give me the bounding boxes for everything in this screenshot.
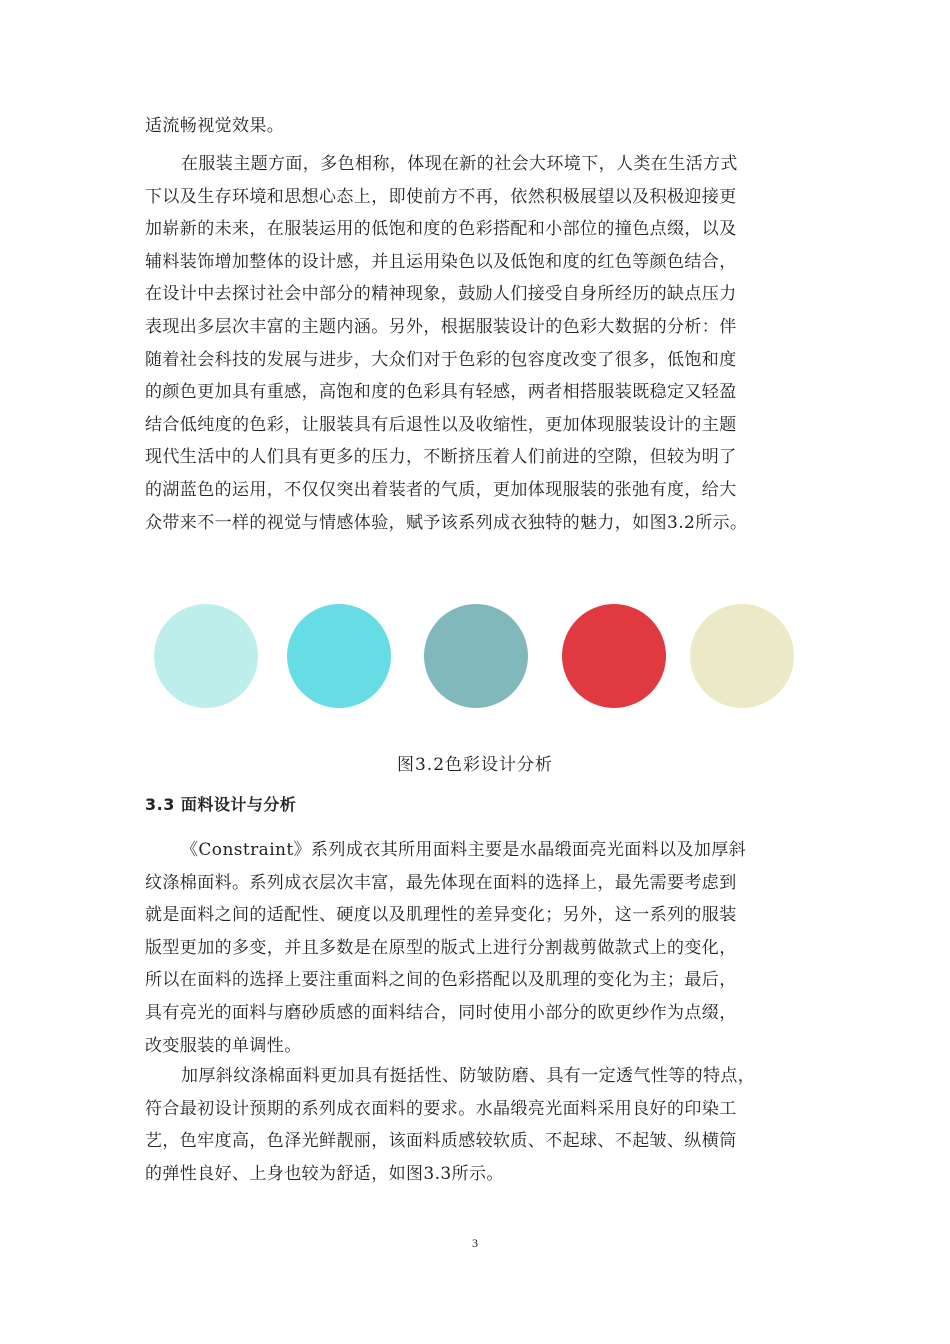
text-line: 的颜色更加具有重感，高饱和度的色彩具有轻感，两者相搭服装既稳定又轻盈 <box>145 382 737 403</box>
text-line: 改变服装的单调性。 <box>145 1035 302 1056</box>
text-line: 版型更加的多变，并且多数是在原型的版式上进行分割裁剪做款式上的变化， <box>145 937 737 958</box>
figure-caption: 图3.2色彩设计分析 <box>396 755 554 775</box>
text-line: 众带来不一样的视觉与情感体验，赋予该系列成衣独特的魅力，如图3.2所示。 <box>145 512 748 533</box>
text-line: 符合最初设计预期的系列成衣面料的要求。水晶缎亮光面料采用良好的印染工 <box>145 1098 737 1119</box>
paragraph-fabric-selection <box>145 834 807 1062</box>
text-line: 的湖蓝色的运用，不仅仅突出着装者的气质，更加体现服装的张弛有度，给大 <box>145 479 737 500</box>
color-swatch-figure <box>150 598 800 714</box>
text-line: 的弹性良好、上身也较为舒适，如图3.3所示。 <box>145 1163 504 1184</box>
paragraph-fabric-properties <box>145 1060 807 1190</box>
color-swatch-red <box>562 604 666 708</box>
text-line: 辅料装饰增加整体的设计感，并且运用染色以及低饱和度的红色等颜色结合， <box>145 251 737 272</box>
section-heading: 3.3 面料设计与分析 <box>145 795 297 814</box>
color-swatch-cream <box>690 604 794 708</box>
text-line: 随着社会科技的发展与进步，大众们对于色彩的包容度改变了很多，低饱和度 <box>145 349 737 370</box>
text-line: 下以及生存环境和思想心态上，即使前方不再，依然积极展望以及积极迎接更 <box>145 186 737 207</box>
text-line: 《Constraint》系列成衣其所用面料主要是水晶缎面亮光面料以及加厚斜 <box>181 840 747 860</box>
text-line: 纹涤棉面料。系列成衣层次丰富，最先体现在面料的选择上，最先需要考虑到 <box>145 872 737 893</box>
text-line: 加崭新的未来，在服装运用的低饱和度的色彩搭配和小部位的撞色点缀，以及 <box>145 219 737 240</box>
color-swatch-teal-gray <box>424 604 528 708</box>
text-line: 在设计中去探讨社会中部分的精神现象，鼓励人们接受自身所经历的缺点压力 <box>145 284 737 305</box>
text-line: 适流畅视觉效果。 <box>145 116 285 136</box>
text-line: 就是面料之间的适配性、硬度以及肌理性的差异变化；另外，这一系列的服装 <box>145 905 737 926</box>
color-swatch-turquoise <box>287 604 391 708</box>
text-line: 表现出多层次丰富的主题内涵。另外，根据服装设计的色彩大数据的分析：伴 <box>145 316 737 337</box>
color-swatch-pale-aqua <box>154 604 258 708</box>
text-line: 在服装主题方面，多色相称，体现在新的社会大环境下，人类在生活方式 <box>181 154 738 174</box>
paragraph-continuation <box>145 110 807 143</box>
text-line: 所以在面料的选择上要注重面料之间的色彩搭配以及肌理的变化为主；最后， <box>145 970 737 991</box>
text-line: 艺，色牢度高，色泽光鲜靓丽，该面料质感较软质、不起球、不起皱、纵横筒 <box>145 1131 737 1152</box>
page-number: 3 <box>472 1236 478 1250</box>
text-line: 结合低纯度的色彩，让服装具有后退性以及收缩性，更加体现服装设计的主题 <box>145 414 737 435</box>
text-line: 加厚斜纹涤棉面料更加具有挺括性、防皱防磨、具有一定透气性等的特点， <box>181 1066 756 1086</box>
text-line: 现代生活中的人们具有更多的压力，不断挤压着人们前进的空隙，但较为明了 <box>145 447 737 468</box>
text-line: 具有亮光的面料与磨砂质感的面料结合，同时使用小部分的欧更纱作为点缀， <box>145 1002 737 1023</box>
paragraph-theme-colors <box>145 148 807 539</box>
